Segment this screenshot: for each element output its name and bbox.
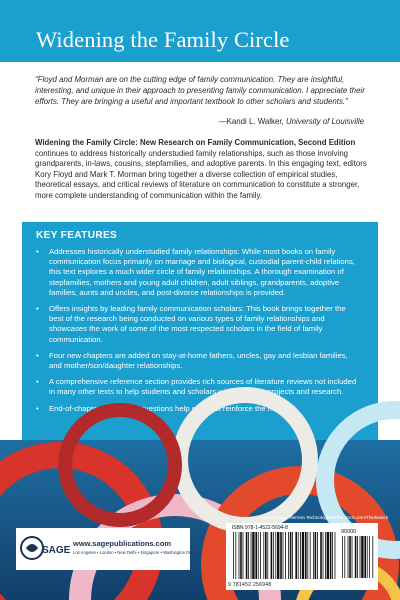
- price-barcode-icon: [341, 536, 375, 578]
- barcode-bar: [263, 532, 264, 579]
- barcode-bar: [280, 532, 282, 579]
- barcode-bar: [344, 536, 345, 578]
- endorsement-affiliation: University of Louisville: [285, 117, 364, 126]
- barcode-bar: [348, 536, 349, 578]
- bullet-icon: •: [36, 304, 39, 314]
- barcode-bar: [332, 532, 333, 579]
- feature-text: Addresses historically understudied family relationships: While most books on family communication focus primarily on marriage and biological, custodial parent-child relations, this text explores a much wider circle of family relationships. A thorough examination of stepfamilies, mothers and young adult children, adult siblings, grandparents, adoptive families, aunts and uncles, and post-divorce relationships is provided.: [49, 247, 355, 297]
- price-code: 90000: [341, 529, 357, 535]
- bullet-icon: •: [36, 377, 39, 387]
- barcode-bar: [292, 532, 293, 579]
- barcode-bar: [273, 532, 274, 579]
- barcode-bar: [283, 532, 284, 579]
- barcode-bar: [295, 532, 297, 579]
- barcode-bar: [277, 532, 279, 579]
- barcode-bar: [252, 532, 254, 579]
- barcode-bar: [239, 532, 240, 579]
- endorsement-quote: “Floyd and Morman are on the cutting edge of family communication. They are insightful, interesting, and unique in their approach to presenting family communication. I appreciate their efforts. They are bringing a useful and important textbook to other scholars and students.”: [35, 75, 365, 106]
- feature-item: [36, 351, 362, 371]
- barcode-bar: [330, 532, 332, 579]
- barcode-bar: [361, 536, 363, 578]
- barcode-bar: [302, 532, 304, 579]
- barcode-bar: [310, 532, 311, 579]
- isbn-label: ISBN 978-1-4522-5694-8: [232, 525, 288, 531]
- feature-text: A comprehensive reference section provides rich sources of literature reviews not included in many other texts to help students and scholars with their own projects and research.: [49, 377, 357, 397]
- barcode-bar: [240, 532, 242, 579]
- barcode-bar: [285, 532, 286, 579]
- barcode-bar: [300, 532, 301, 579]
- publisher-cities: Los Angeles • London • New Delhi • Singapore • Washington DC: [73, 550, 193, 555]
- barcode-bar: [265, 532, 267, 579]
- barcode-bar: [248, 532, 249, 579]
- publisher-url: www.sagepublications.com: [73, 539, 172, 548]
- barcode-bar: [342, 536, 343, 578]
- key-features-list: [36, 247, 362, 420]
- bullet-icon: •: [36, 403, 39, 413]
- barcode-bar: [267, 532, 268, 579]
- bullet-icon: •: [36, 247, 39, 256]
- barcode-bar: [360, 536, 361, 578]
- barcode-bar: [243, 532, 244, 579]
- barcode-bar: [288, 532, 289, 579]
- feature-text: Offers insights by leading family communication scholars: This book brings together the best of the research being conducted on various types of family relationships and showcases the work of some of the most respected scholars in the field of family communication.: [49, 304, 346, 344]
- barcode-bar: [364, 536, 366, 578]
- barcode-bar: [307, 532, 308, 579]
- endorsement-attribution: [219, 117, 364, 126]
- barcode-bar: [323, 532, 324, 579]
- barcode-bar: [246, 532, 248, 579]
- feature-item: [36, 377, 362, 397]
- feature-item: [36, 304, 362, 345]
- barcode-bar: [258, 532, 259, 579]
- barcode-bar: [349, 536, 351, 578]
- barcode-bar: [233, 532, 234, 579]
- barcode-bar: [305, 532, 307, 579]
- barcode-bar: [290, 532, 292, 579]
- bullet-icon: •: [36, 350, 39, 360]
- barcode-icon: [232, 532, 336, 579]
- barcode-bar: [313, 532, 314, 579]
- sage-logo-text: SAGE: [42, 545, 71, 556]
- barcode-bar: [255, 532, 257, 579]
- barcode-bar: [320, 532, 322, 579]
- endorsement-author: —Kandi L. Walker,: [218, 117, 286, 126]
- barcode-bar: [327, 532, 329, 579]
- barcode-bar: [352, 536, 353, 578]
- book-title: Widening the Family Circle: [36, 27, 290, 52]
- barcode-digits: 9 781452 256948: [228, 582, 272, 588]
- barcode-bar: [260, 532, 261, 579]
- book-description: [35, 138, 367, 201]
- barcode-bar: [317, 532, 318, 579]
- barcode-bar: [298, 532, 299, 579]
- barcode-bar: [335, 532, 336, 579]
- sage-logo-icon: [20, 534, 71, 562]
- barcode-bar: [271, 532, 273, 579]
- barcode-bar: [325, 532, 326, 579]
- key-features-heading: KEY FEATURES: [36, 230, 118, 241]
- barcode-bar: [372, 536, 373, 578]
- barcode-bar: [369, 536, 370, 578]
- barcode-bar: [367, 536, 368, 578]
- barcode-bar: [355, 536, 357, 578]
- feature-text: End-of-chapter discussion questions help students reinforce the material.: [49, 403, 298, 413]
- image-credit: Cover image: Herrera Technologies/AbleStock.com/Thinkstock: [260, 515, 388, 520]
- barcode-bar: [315, 532, 317, 579]
- barcode-bar: [235, 532, 236, 579]
- description-body: continues to address historically understudied family relationships, such as those involving grandparents, in-laws, cousins, stepfamilies, and adoptive parents. In this engaging text, editors Kory Floyd and Mark T. Morman bring together a diverse collection of empirical studies, theoretical essays, and critical reviews of literature on communication to constitute a stronger, more complete understanding of communication within the family.: [35, 148, 367, 200]
- barcode-bar: [275, 532, 276, 579]
- barcode-bar: [357, 536, 358, 578]
- description-title: Widening the Family Circle: New Research on Family Communication, Second Edition: [35, 138, 356, 147]
- barcode-bar: [251, 532, 252, 579]
- feature-text: Four new chapters are added on stay-at-home fathers, uncles, gay and lesbian families, and mother/son/daughter relationships.: [49, 350, 348, 371]
- feature-item: [36, 247, 362, 298]
